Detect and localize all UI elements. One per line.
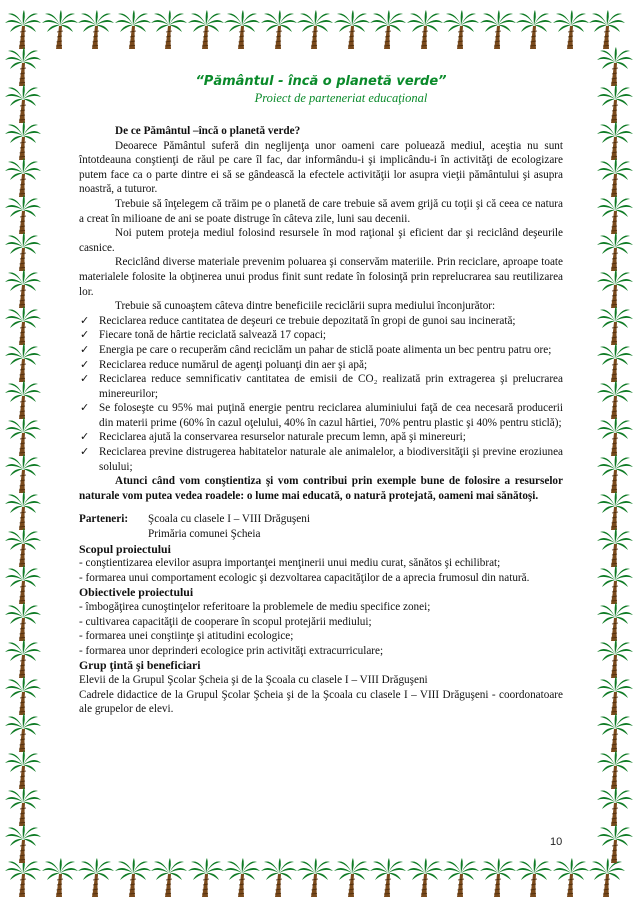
palm-tree-icon [596, 565, 634, 605]
palm-tree-icon [596, 824, 634, 864]
palm-tree-icon [596, 84, 634, 124]
palm-tree-icon [596, 380, 634, 420]
palm-tree-icon [596, 232, 634, 272]
palm-tree-icon [596, 269, 634, 309]
target-line: Elevii de la Grupul Şcolar Şcheia şi de la Şcoala cu clasele I – VIII Drăguşeni [79, 673, 428, 686]
objective-line: - cultivarea capacităţii de cooperare în scopul protejării mediului; [79, 615, 372, 628]
palm-tree-icon [114, 10, 152, 50]
palm-tree-icon [4, 158, 42, 198]
palm-tree-icon [596, 47, 634, 87]
palm-tree-icon [596, 713, 634, 753]
palm-tree-icon [596, 158, 634, 198]
palm-tree-icon [333, 858, 371, 898]
palm-tree-icon [596, 417, 634, 457]
palm-tree-icon [4, 750, 42, 790]
palm-tree-icon [515, 858, 553, 898]
palm-tree-icon [187, 10, 225, 50]
objective-line: - formarea unei conştiinţe şi atitudini ecologice; [79, 630, 294, 643]
palm-tree-icon [596, 528, 634, 568]
paragraph: Noi putem proteja mediul folosind resursele în mod raţional şi eficient dar şi reciclând deşeurile casnice. [79, 227, 563, 254]
palm-tree-icon [4, 10, 42, 50]
palm-tree-icon [596, 750, 634, 790]
palm-tree-icon [442, 858, 480, 898]
palm-tree-icon [588, 10, 626, 50]
scope-line: - conştientizarea elevilor asupra importanţei menţinerii unui mediu curat, sănătos şi echilibrat; [79, 557, 501, 570]
palm-tree-icon [596, 602, 634, 642]
palm-tree-icon [596, 121, 634, 161]
checkmark-icon: ✓ [80, 446, 90, 459]
palm-tree-icon [187, 858, 225, 898]
palm-tree-icon [296, 858, 334, 898]
paragraph: Trebuie să înţelegem că trăim pe o planetă de care trebuie să avem grijă cu toţii şi că ceea ce natura a creat în milioane de ani se poate distruge în câteva zile, luni sau decenii. [79, 197, 563, 225]
palm-tree-icon [369, 10, 407, 50]
palm-tree-icon [77, 858, 115, 898]
palm-tree-icon [223, 858, 261, 898]
palm-tree-icon [4, 824, 42, 864]
palm-tree-icon [223, 10, 261, 50]
checkmark-icon: ✓ [80, 358, 90, 371]
partners-row [79, 512, 563, 527]
palm-tree-icon [479, 10, 517, 50]
palm-tree-icon [4, 787, 42, 827]
paragraph: Reciclând diverse materiale prevenim poluarea şi conservăm materiile. Prin reciclare, aproape toate materialele folosite la obţinerea unui produs finit sunt redate în folosinţă prin reprelucrarea sau reutilizarea lor. [79, 256, 563, 298]
conclusion: Atunci când vom conştientiza şi vom contribui prin exemple bune de folosire a resurselor naturale vom putea vedea roadele: o lume mai educată, o natură protejată, oameni mai sănătoşi. [79, 475, 563, 502]
palm-tree-icon [4, 417, 42, 457]
palm-tree-icon [596, 491, 634, 531]
page-subtitle: Proiect de parteneriat educaţional [254, 91, 428, 105]
palm-tree-icon [596, 343, 634, 383]
palm-tree-icon [150, 858, 188, 898]
palm-tree-icon [596, 787, 634, 827]
list-item: ✓ Reciclarea reduce semnificativ cantitatea de emisii de CO₂ realizată prin extragerea şi prelucrarea minereurilor; [80, 373, 563, 400]
palm-tree-icon [4, 306, 42, 346]
question-heading: De ce Pământul –încă o planetă verde? [115, 125, 301, 137]
target-line: Cadrele didactice de la Grupul Şcolar Şcheia şi de la Şcoala cu clasele I – VIII Drăguşeni - coordonatoare ale grupelor de elevi. [79, 688, 563, 716]
partner-item: Şcoala cu clasele I – VIII Drăguşeni [148, 513, 310, 526]
palm-tree-icon [4, 639, 42, 679]
palm-tree-icon [296, 10, 334, 50]
palm-tree-icon [333, 10, 371, 50]
palm-tree-icon [4, 121, 42, 161]
palm-tree-icon [260, 858, 298, 898]
benefits-list [79, 314, 563, 475]
palm-tree-icon [77, 10, 115, 50]
document-body [79, 74, 563, 717]
palm-tree-icon [406, 10, 444, 50]
palm-tree-icon [150, 10, 188, 50]
checkmark-icon: ✓ [80, 343, 90, 356]
partners-row [79, 527, 563, 542]
list-item: ✓ Reciclarea ajută la conservarea resurselor naturale precum lemn, apă şi minereuri; [80, 431, 466, 444]
page-title: “Pământul - încă o planetă verde” [195, 74, 447, 89]
palm-tree-icon [4, 713, 42, 753]
palm-tree-icon [114, 858, 152, 898]
section-title-scope: Scopul proiectului [79, 541, 171, 556]
paragraph: Trebuie să cunoaştem câteva dintre beneficiile reciclării supra mediului înconjurător: [115, 300, 496, 313]
list-item: ✓ Reciclarea reduce cantitatea de deşeuri ce trebuie depozitată în gropi de gunoi sau incinerată; [80, 314, 516, 327]
checkmark-icon: ✓ [80, 329, 90, 342]
checkmark-icon: ✓ [80, 314, 90, 327]
palm-tree-icon [4, 380, 42, 420]
palm-tree-icon [369, 858, 407, 898]
paragraph: Deoarece Pământul suferă din neglijenţa unor oameni care poluează mediul, aceştia nu sunt întotdeauna conştienţi de răul pe care îl fac, dar informându-i şi implicându-i în activităţi de ecologizare putem face ca o parte dintre ei să se gândească la efectele activităţii lor asupra vieţii pământului şi asupra noastră, a tuturor. [79, 139, 563, 196]
palm-tree-icon [4, 454, 42, 494]
list-item: ✓ Fiecare tonă de hârtie reciclată salvează 17 copaci; [80, 329, 327, 342]
palm-tree-icon [4, 565, 42, 605]
palm-tree-icon [4, 676, 42, 716]
palm-tree-icon [479, 858, 517, 898]
palm-tree-icon [596, 195, 634, 235]
partner-item: Primăria comunei Şcheia [148, 528, 261, 541]
palm-tree-icon [596, 306, 634, 346]
palm-tree-icon [4, 269, 42, 309]
palm-tree-icon [4, 602, 42, 642]
palm-tree-icon [442, 10, 480, 50]
checkmark-icon: ✓ [80, 402, 90, 415]
palm-tree-icon [4, 195, 42, 235]
palm-tree-icon [552, 858, 590, 898]
palm-tree-icon [260, 10, 298, 50]
checkmark-icon: ✓ [80, 373, 90, 386]
palm-tree-icon [4, 47, 42, 87]
partners-label: Parteneri: [79, 513, 129, 526]
palm-tree-icon [41, 858, 79, 898]
palm-tree-icon [41, 10, 79, 50]
palm-tree-icon [4, 491, 42, 531]
palm-tree-icon [515, 10, 553, 50]
scope-line: - formarea unui comportament ecologic şi dezvoltarea capacităţilor de a aprecia frumosul din natură. [79, 571, 530, 584]
palm-tree-icon [406, 858, 444, 898]
palm-tree-icon [4, 232, 42, 272]
palm-tree-icon [552, 10, 590, 50]
palm-tree-icon [4, 528, 42, 568]
page-number: 10 [550, 836, 563, 848]
palm-tree-icon [4, 84, 42, 124]
list-item: ✓ Reciclarea reduce numărul de agenţi poluanţi din aer şi apă; [80, 358, 368, 371]
palm-tree-icon [596, 676, 634, 716]
section-title-target: Grup ţintă şi beneficiari [79, 658, 201, 673]
list-item: ✓ Reciclarea previne distrugerea habitatelor naturale ale animalelor, a biodiversităţii şi previne eroziunea solului; [80, 446, 563, 473]
checkmark-icon: ✓ [80, 431, 90, 444]
section-title-objectives: Obiectivele proiectului [79, 585, 194, 600]
objective-line: - îmbogăţirea cunoştinţelor referitoare la problemele de mediu specifice zonei; [79, 601, 431, 613]
list-item: ✓ Energia pe care o recuperăm când reciclăm un pahar de sticlă poate alimenta un bec pentru patru ore; [80, 343, 552, 356]
palm-tree-icon [4, 343, 42, 383]
palm-tree-icon [596, 639, 634, 679]
palm-tree-icon [596, 454, 634, 494]
objective-line: - formarea unor deprinderi ecologice prin activităţi extracurriculare; [79, 644, 384, 657]
list-item: ✓ Se foloseşte cu 95% mai puţină energie pentru reciclarea aluminiului faţă de cea necesară producerii din materii prime (60% în cazul oţelului, 40% în cazul hârtiei, 70% pentru plastic şi 40% pentru sticlă); [80, 402, 563, 429]
